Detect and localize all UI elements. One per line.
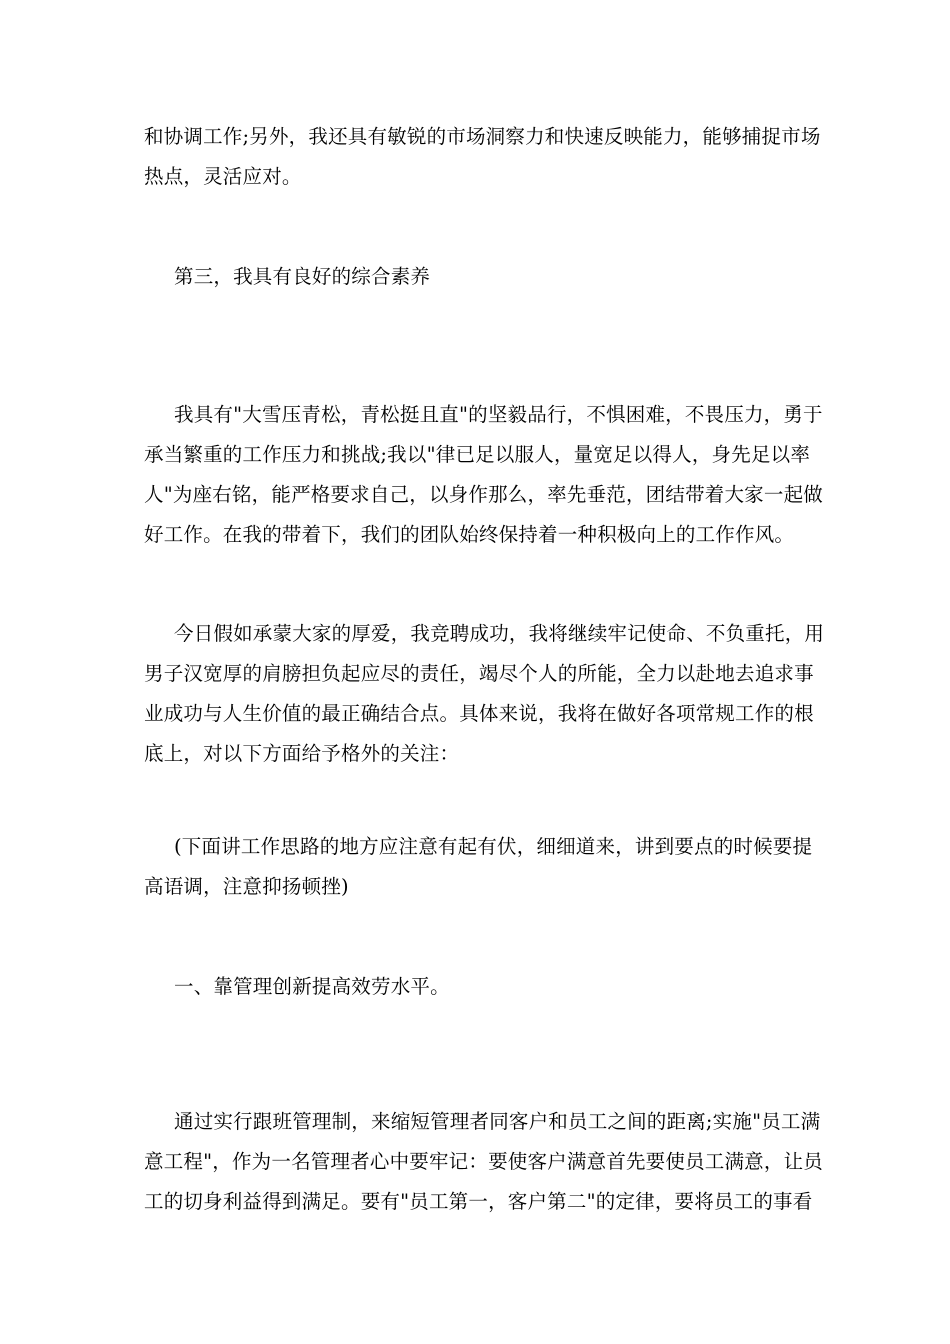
section-heading-management-innovation: [144, 967, 809, 1007]
heading-line: 一、靠管理创新提高效劳水平。: [174, 975, 450, 998]
text-line: 意工程"，作为一名管理者心中要牢记：要使客户满意首先要使员工满意，让员: [144, 1150, 823, 1173]
text-line: 高语调，注意抑扬顿挫): [144, 875, 349, 898]
text-line: 底上，对以下方面给予格外的关注：: [144, 742, 460, 765]
paragraph-management-system: [144, 1102, 823, 1222]
text-line: 通过实行跟班管理制，来缩短管理者同客户和员工之间的距离;实施"员工满: [174, 1110, 821, 1133]
text-line: (下面讲工作思路的地方应注意有起有伏，细细道来，讲到要点的时候要提: [174, 835, 813, 858]
text-line: 业成功与人生价值的最正确结合点。具体来说，我将在做好各项常规工作的根: [144, 702, 814, 725]
text-line: 今日假如承蒙大家的厚爱，我竞聘成功，我将继续牢记使命、不负重托，用: [174, 622, 825, 645]
paragraph-commitment: [144, 614, 825, 774]
heading-line: 第三，我具有良好的综合素养: [174, 265, 431, 288]
text-line: 男子汉宽厚的肩膀担负起应尽的责任，竭尽个人的所能，全力以赴地去追求事: [144, 662, 814, 685]
paragraph-market-insight: [144, 117, 821, 197]
paragraph-character: [144, 395, 823, 555]
text-line: 承当繁重的工作压力和挑战;我以"律已足以服人，量宽足以得人，身先足以率: [144, 443, 811, 466]
section-heading-third-quality: [144, 257, 809, 297]
text-line: 人"为座右铭，能严格要求自己，以身作那么，率先垂范，团结带着大家一起做: [144, 483, 823, 506]
paragraph-speaking-note: [144, 827, 813, 907]
text-line: 热点，灵活应对。: [144, 165, 302, 188]
text-line: 和协调工作;另外，我还具有敏锐的市场洞察力和快速反映能力，能够捕捉市场: [144, 125, 821, 148]
text-line: 我具有"大雪压青松，青松挺且直"的坚毅品行，不惧困难，不畏压力，勇于: [174, 403, 823, 426]
text-line: 好工作。在我的带着下，我们的团队始终保持着一种积极向上的工作作风。: [144, 523, 795, 546]
text-line: 工的切身利益得到满足。要有"员工第一，客户第二"的定律，要将员工的事看: [144, 1190, 813, 1213]
